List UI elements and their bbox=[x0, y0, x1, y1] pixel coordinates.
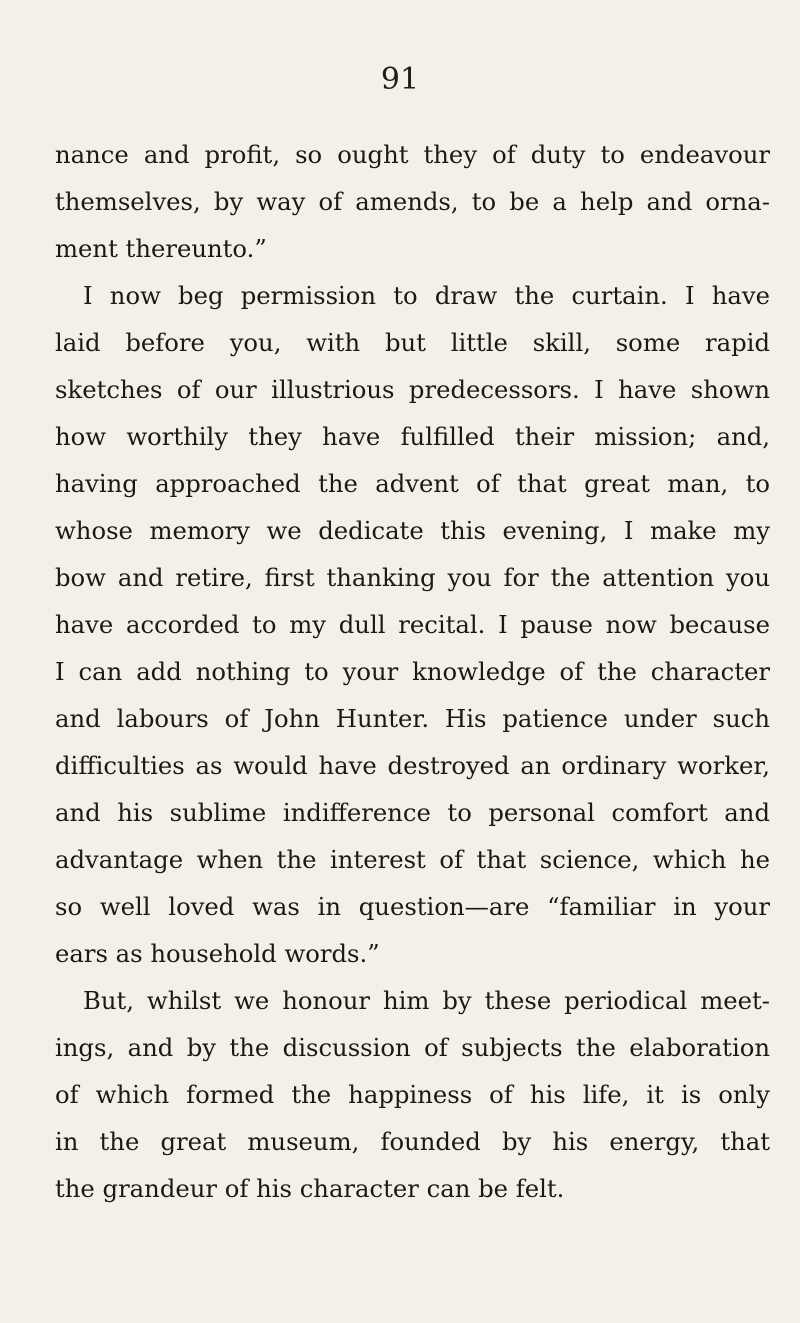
text-line: in the great museum, founded by his energy, that bbox=[55, 1127, 770, 1156]
text-line: whose memory we dedicate this evening, I make my bbox=[55, 516, 770, 545]
text-line: I now beg permission to draw the curtain. I have bbox=[83, 281, 770, 310]
text-line: have accorded to my dull recital. I pause now because bbox=[55, 610, 770, 639]
text-line: the grandeur of his character can be felt. bbox=[55, 1174, 565, 1203]
text-line: ears as household words.” bbox=[55, 939, 380, 968]
text-line: and labours of John Hunter. His patience under such bbox=[55, 704, 770, 733]
text-line: of which formed the happiness of his life, it is only bbox=[55, 1080, 770, 1109]
text-line: difficulties as would have destroyed an ordinary worker, bbox=[55, 751, 770, 780]
text-line: bow and retire, first thanking you for the attention you bbox=[55, 563, 770, 592]
text-line: so well loved was in question—are “familiar in your bbox=[55, 892, 770, 921]
text-line: nance and profit, so ought they of duty to endeavour bbox=[55, 140, 770, 169]
text-line: laid before you, with but little skill, some rapid bbox=[55, 328, 770, 357]
text-line: themselves, by way of amends, to be a help and orna- bbox=[55, 187, 770, 216]
text-line: ment thereunto.” bbox=[55, 234, 267, 263]
text-line: and his sublime indifference to personal comfort and bbox=[55, 798, 770, 827]
text-line: having approached the advent of that great man, to bbox=[55, 469, 770, 498]
page-number: 91 bbox=[380, 62, 420, 97]
text-line: But, whilst we honour him by these periodical meet- bbox=[83, 986, 770, 1015]
text-line: I can add nothing to your knowledge of the character bbox=[55, 657, 770, 686]
text-line: sketches of our illustrious predecessors. I have shown bbox=[55, 375, 770, 404]
text-line: advantage when the interest of that science, which he bbox=[55, 845, 770, 874]
text-line: how worthily they have fulfilled their mission; and, bbox=[55, 422, 770, 451]
text-line: ings, and by the discussion of subjects the elaboration bbox=[55, 1033, 770, 1062]
